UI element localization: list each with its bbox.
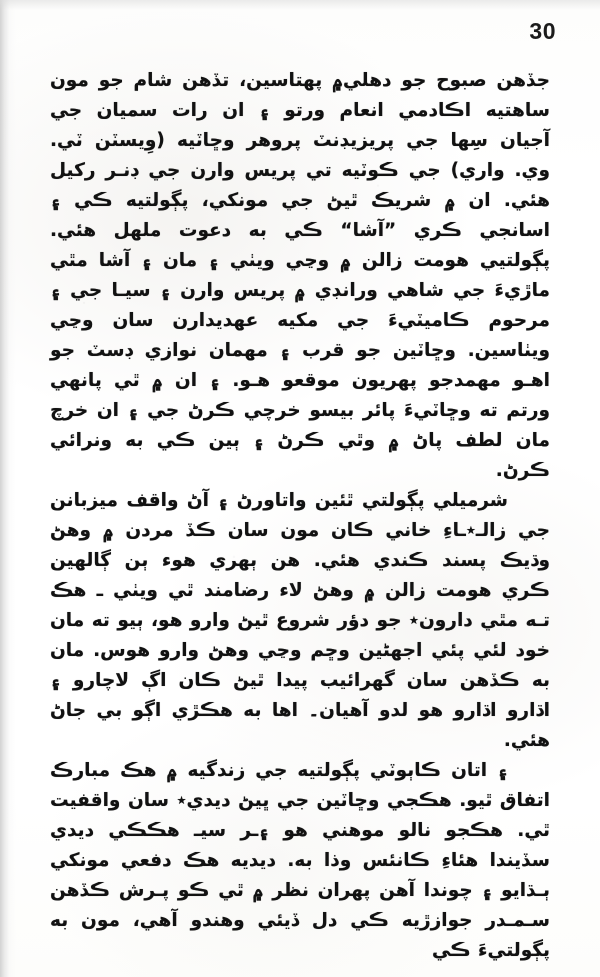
page-number: 30 (529, 18, 556, 44)
paragraph-third: ۽ اتان ڪاٻوٽي پڳولتيه جي زندگيه ۾ هڪ مبارڪ اتفاق ٿيو. هڪجي وڇاٽين جي ڀيڻ ديدي٭ سان واقفيت ٿي. هڪجو نالو موهني هو ۽ـر سيـ هڪڪي ديدي سڏيندا هئاءِ ڪانئس وذا به. ديديه هڪ دفعي مونکي ٻـڌايو ۽ چوندا آهن پهران نظر ۾ ٿي ڪو پـرش ڪڏهن سـمـدر جوازڙيه ڪي دل ڏيئي وهندو آهي، مون به پڳولتيءَ ڪي (50, 760, 550, 961)
top-edge-shadow (0, 0, 600, 10)
body-text-block (50, 66, 550, 966)
paragraph-second: شرميلي پڳولتي ٿئين واتاورڻ ۽ آڻ واقف ميزبانن جي زالـ٭ـاءِ خاني ڪان مون سان ڪڏ مردن ۾ وهڻ وڌيڪ پسند ڪندي هئي. هن ٻهري هوء ٻن ڳالهين ڪري هومت زالن ۾ وهڻ لاء رضامند ٿي ويٺي ـ هڪ تـه مٿي دارون٭ جو دؤر شروع ٿيڻ وارو هو، ٻيو ته مان خود لئي پئي اجهڻين وڇم وڃي وهڻ وارو هوس. مان به ڪڏهن سان گهرائيب پيدا ٿيڻ ڪان اڳ لاچارو ۽ اڌارو اڌارو هو لدو آهيان۔ اها به هڪڙي اڳو بي جاڻ هئي. (50, 490, 550, 751)
paragraph-continuation: جڏهن صبوح جو دهلي۾ پهتاسين، تڏهن شام جو مون ساهتيه اڪادمي انعام ورتو ۽ ان رات سميان جي آجيان سِها جي پريزيڊنٽ پروهر وڇاٽيه (وِيسٽن ٽي. وي. واري) جي ڪوٽيه تي پريس وارن جي ڊنـر رکيل هئي. ان ۾ شريڪ ٿيڻ جي مونکي، پڳولتيه ڪي ۽ اسانجي ڪري ”آشا“ ڪي به دعوت ملهل هئي. پڳولتيي هومت زالن ۾ وڃي ويٺي ۽ مان ۽ آشا مٿي ماڙيءَ جي شاهي ورانڊي ۾ پريس وارن ۽ سيـا جي ۽ مرحوم ڪاميٽيءَ جي مکيه عهديدارن سان وڃي ويٺاسين. وڇاٽين جو قرب ۽ مهمان نوازي ڊسٽ جو اهـو مهمدجو پهريون موقعو هـو. ۽ ان ۾ ٿي پانهي ورتم ته وڇاٽيءَ پائر بيسو خرچي ڪرڻ جي ۽ ان خرچ مان لطف پاڻ ۾ وٿي ڪرڻ ۽ ٻين ڪي به ونرائي ڪرڻ. (50, 70, 550, 481)
binding-gutter-shadow (0, 0, 16, 977)
